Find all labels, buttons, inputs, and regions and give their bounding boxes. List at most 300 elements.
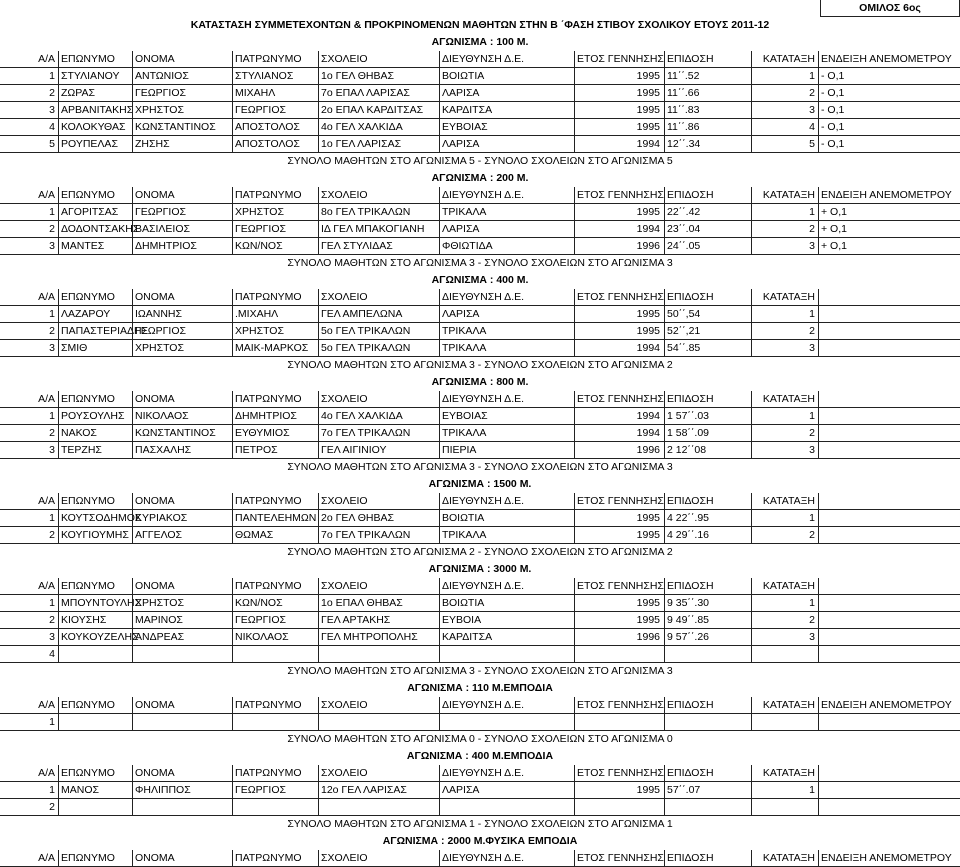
cell-rank: 1 (49, 206, 55, 218)
table-row (0, 340, 960, 357)
cell-placing: 1 (751, 595, 818, 612)
cell-wind (818, 510, 960, 527)
table-row (0, 408, 960, 425)
column-header-birth-year: ΕΤΟΣ ΓΕΝΝΗΣΗΣ (574, 51, 664, 68)
table-header-row (0, 578, 960, 595)
cell-directorate (439, 646, 574, 663)
cell-directorate: ΕΥΒΟΙΑΣ (439, 119, 574, 136)
cell-wind (818, 323, 960, 340)
cell-fathername: ΧΡΗΣΤΟΣ (232, 204, 318, 221)
event-summary-row (0, 544, 960, 561)
cell-placing: 3 (751, 629, 818, 646)
column-header-rank: Α/Α (38, 53, 55, 65)
cell-school (318, 799, 439, 816)
cell-birth-year: 1996 (574, 629, 664, 646)
cell-surname (58, 799, 132, 816)
column-header-placing: ΚΑΤΑΤΑΞΗ (751, 493, 818, 510)
column-header-firstname: ΟΝΟΜΑ (132, 289, 232, 306)
cell-rank: 1 (49, 784, 55, 796)
cell-birth-year: 1995 (574, 306, 664, 323)
cell-fathername: ΧΡΗΣΤΟΣ (232, 323, 318, 340)
table-row (0, 425, 960, 442)
cell-fathername: ΑΠΟΣΤΟΛΟΣ (232, 136, 318, 153)
cell-rank: 3 (49, 631, 55, 643)
column-header-surname: ΕΠΩΝΥΜΟ (58, 51, 132, 68)
event-title-row (0, 476, 960, 493)
cell-placing: 3 (751, 442, 818, 459)
cell-surname: ΑΓΟΡΙΤΣΑΣ (58, 204, 132, 221)
cell-performance: 1 57΄΄.03 (664, 408, 751, 425)
table-header-row (0, 289, 960, 306)
table-header-row (0, 51, 960, 68)
cell-performance: 11΄΄.83 (664, 102, 751, 119)
event-summary-row (0, 731, 960, 748)
cell-birth-year: 1995 (574, 323, 664, 340)
column-header-performance: ΕΠΙΔΟΣΗ (664, 51, 751, 68)
cell-placing (751, 714, 818, 731)
cell-directorate: ΒΟΙΩΤΙΑ (439, 510, 574, 527)
event-summary-row (0, 153, 960, 170)
cell-surname: ΜΑΝΤΕΣ (58, 238, 132, 255)
cell-fathername: .ΜΙΧΑΗΛ (232, 306, 318, 323)
cell-firstname: ΜΑΡΙΝΟΣ (132, 612, 232, 629)
cell-school: ΓΕΛ ΣΤΥΛΙΔΑΣ (318, 238, 439, 255)
column-header-surname: ΕΠΩΝΥΜΟ (58, 187, 132, 204)
column-header-performance: ΕΠΙΔΟΣΗ (664, 289, 751, 306)
event-title-row (0, 680, 960, 697)
cell-directorate: ΒΟΙΩΤΙΑ (439, 68, 574, 85)
column-header-school: ΣΧΟΛΕΙΟ (318, 391, 439, 408)
cell-rank: 3 (49, 240, 55, 252)
cell-firstname: ΚΥΡΙΑΚΟΣ (132, 510, 232, 527)
cell-directorate: ΚΑΡΔΙΤΣΑ (439, 102, 574, 119)
table-row (0, 204, 960, 221)
cell-fathername: ΘΩΜΑΣ (232, 527, 318, 544)
cell-directorate: ΤΡΙΚΑΛΑ (439, 340, 574, 357)
column-header-performance: ΕΠΙΔΟΣΗ (664, 187, 751, 204)
cell-school: 1ο ΓΕΛ ΘΗΒΑΣ (318, 68, 439, 85)
cell-surname (58, 646, 132, 663)
cell-fathername: ΓΕΩΡΓΙΟΣ (232, 612, 318, 629)
column-header-placing: ΚΑΤΑΤΑΞΗ (751, 51, 818, 68)
cell-firstname: ΖΗΣΗΣ (132, 136, 232, 153)
column-header-wind (818, 765, 960, 782)
event-title: ΑΓΩΝΙΣΜΑ : 2000 Μ.ΦΥΣΙΚΑ ΕΜΠΟΔΙΑ (382, 835, 578, 847)
cell-fathername: ΕΥΘΥΜΙΟΣ (232, 425, 318, 442)
column-header-placing: ΚΑΤΑΤΑΞΗ (751, 578, 818, 595)
cell-wind (818, 646, 960, 663)
cell-placing: 2 (751, 612, 818, 629)
column-header-directorate: ΔΙΕΥΘΥΝΣΗ Δ.Ε. (439, 51, 574, 68)
cell-birth-year: 1994 (574, 408, 664, 425)
column-header-rank: Α/Α (38, 580, 55, 592)
cell-fathername: ΠΕΤΡΟΣ (232, 442, 318, 459)
event-summary-row (0, 357, 960, 374)
cell-fathername: ΑΠΟΣΤΟΛΟΣ (232, 119, 318, 136)
event-title-row (0, 833, 960, 850)
cell-placing: 2 (751, 221, 818, 238)
cell-placing: 1 (751, 68, 818, 85)
column-header-birth-year: ΕΤΟΣ ΓΕΝΝΗΣΗΣ (574, 765, 664, 782)
cell-placing: 3 (751, 340, 818, 357)
column-header-directorate: ΔΙΕΥΘΥΝΣΗ Δ.Ε. (439, 493, 574, 510)
cell-rank: 2 (49, 529, 55, 541)
cell-birth-year: 1995 (574, 510, 664, 527)
cell-rank: 3 (49, 342, 55, 354)
cell-rank: 1 (49, 597, 55, 609)
column-header-directorate: ΔΙΕΥΘΥΝΣΗ Δ.Ε. (439, 187, 574, 204)
cell-surname: ΔΟΔΟΝΤΣΑΚΗΣ (58, 221, 132, 238)
cell-performance (664, 646, 751, 663)
cell-firstname: ΧΡΗΣΤΟΣ (132, 595, 232, 612)
event-title-row (0, 170, 960, 187)
cell-firstname: ΧΡΗΣΤΟΣ (132, 102, 232, 119)
cell-rank: 1 (49, 410, 55, 422)
column-header-fathername: ΠΑΤΡΩΝΥΜΟ (232, 493, 318, 510)
table-row (0, 85, 960, 102)
column-header-fathername: ΠΑΤΡΩΝΥΜΟ (232, 850, 318, 867)
column-header-school: ΣΧΟΛΕΙΟ (318, 765, 439, 782)
cell-rank: 4 (49, 121, 55, 133)
event-title-row (0, 561, 960, 578)
column-header-fathername: ΠΑΤΡΩΝΥΜΟ (232, 289, 318, 306)
column-header-birth-year: ΕΤΟΣ ΓΕΝΝΗΣΗΣ (574, 289, 664, 306)
cell-fathername: ΠΑΝΤΕΛΕΗΜΩΝ (232, 510, 318, 527)
column-header-placing: ΚΑΤΑΤΑΞΗ (751, 391, 818, 408)
cell-wind (818, 612, 960, 629)
cell-wind (818, 527, 960, 544)
column-header-wind (818, 493, 960, 510)
cell-rank: 2 (49, 87, 55, 99)
column-header-school: ΣΧΟΛΕΙΟ (318, 51, 439, 68)
table-header-row (0, 850, 960, 867)
cell-school: 8ο ΓΕΛ ΤΡΙΚΑΛΩΝ (318, 204, 439, 221)
table-row (0, 629, 960, 646)
cell-birth-year: 1994 (574, 221, 664, 238)
cell-directorate (439, 714, 574, 731)
cell-directorate: ΕΥΒΟΙΑ (439, 612, 574, 629)
cell-birth-year: 1995 (574, 102, 664, 119)
cell-performance: 50΄΄,54 (664, 306, 751, 323)
cell-performance (664, 799, 751, 816)
cell-performance: 52΄΄,21 (664, 323, 751, 340)
cell-wind (818, 408, 960, 425)
column-header-performance: ΕΠΙΔΟΣΗ (664, 493, 751, 510)
cell-fathername: ΣΤΥΛΙΑΝΟΣ (232, 68, 318, 85)
cell-school: 7ο ΕΠΑΛ ΛΑΡΙΣΑΣ (318, 85, 439, 102)
cell-wind: - Ο,1 (818, 85, 960, 102)
table-header-row (0, 493, 960, 510)
cell-rank: 2 (49, 427, 55, 439)
column-header-surname: ΕΠΩΝΥΜΟ (58, 578, 132, 595)
column-header-directorate: ΔΙΕΥΘΥΝΣΗ Δ.Ε. (439, 391, 574, 408)
column-header-wind: ΕΝΔΕΙΞΗ ΑΝΕΜΟΜΕΤΡΟΥ (818, 51, 960, 68)
column-header-directorate: ΔΙΕΥΘΥΝΣΗ Δ.Ε. (439, 850, 574, 867)
cell-directorate: ΒΟΙΩΤΙΑ (439, 595, 574, 612)
column-header-performance: ΕΠΙΔΟΣΗ (664, 850, 751, 867)
column-header-school: ΣΧΟΛΕΙΟ (318, 578, 439, 595)
column-header-rank: Α/Α (38, 393, 55, 405)
event-summary: ΣΥΝΟΛΟ ΜΑΘΗΤΩΝ ΣΤΟ ΑΓΩΝΙΣΜΑ 3 - ΣΥΝΟΛΟ ΣΧΟΛΕΙΩΝ ΣΤΟ ΑΓΩΝΙΣΜΑ 2 (287, 359, 673, 371)
cell-school: 5ο ΓΕΛ ΤΡΙΚΑΛΩΝ (318, 340, 439, 357)
cell-school: 7ο ΓΕΛ ΤΡΙΚΑΛΩΝ (318, 527, 439, 544)
table-header-row (0, 697, 960, 714)
cell-placing: 4 (751, 119, 818, 136)
column-header-wind: ΕΝΔΕΙΞΗ ΑΝΕΜΟΜΕΤΡΟΥ (818, 187, 960, 204)
column-header-rank: Α/Α (38, 291, 55, 303)
column-header-performance: ΕΠΙΔΟΣΗ (664, 697, 751, 714)
event-summary: ΣΥΝΟΛΟ ΜΑΘΗΤΩΝ ΣΤΟ ΑΓΩΝΙΣΜΑ 3 - ΣΥΝΟΛΟ ΣΧΟΛΕΙΩΝ ΣΤΟ ΑΓΩΝΙΣΜΑ 3 (287, 665, 673, 677)
main-title-row (0, 0, 960, 34)
column-header-placing: ΚΑΤΑΤΑΞΗ (751, 765, 818, 782)
event-title-row (0, 272, 960, 289)
cell-birth-year: 1994 (574, 425, 664, 442)
event-title: ΑΓΩΝΙΣΜΑ : 200 Μ. (431, 172, 529, 184)
column-header-school: ΣΧΟΛΕΙΟ (318, 289, 439, 306)
column-header-fathername: ΠΑΤΡΩΝΥΜΟ (232, 578, 318, 595)
table-row (0, 136, 960, 153)
cell-wind: - Ο,1 (818, 136, 960, 153)
cell-performance: 4 22΄΄.95 (664, 510, 751, 527)
cell-rank: 2 (49, 325, 55, 337)
cell-performance (664, 714, 751, 731)
cell-placing (751, 646, 818, 663)
column-header-wind (818, 391, 960, 408)
cell-wind (818, 595, 960, 612)
cell-rank: 2 (49, 801, 55, 813)
cell-rank: 2 (49, 614, 55, 626)
cell-surname: ΚΟΥΚΟΥΖΕΛΗΣ (58, 629, 132, 646)
cell-firstname: ΚΩΝΣΤΑΝΤΙΝΟΣ (132, 119, 232, 136)
cell-school: 4ο ΓΕΛ ΧΑΛΚΙΔΑ (318, 119, 439, 136)
cell-surname: ΣΜΙΘ (58, 340, 132, 357)
cell-fathername: ΝΙΚΟΛΑΟΣ (232, 629, 318, 646)
cell-rank: 5 (49, 138, 55, 150)
cell-surname: ΣΤΥΛΙΑΝΟΥ (58, 68, 132, 85)
column-header-surname: ΕΠΩΝΥΜΟ (58, 850, 132, 867)
cell-birth-year: 1994 (574, 136, 664, 153)
column-header-wind: ΕΝΔΕΙΞΗ ΑΝΕΜΟΜΕΤΡΟΥ (818, 850, 960, 867)
column-header-firstname: ΟΝΟΜΑ (132, 697, 232, 714)
cell-directorate: ΛΑΡΙΣΑ (439, 306, 574, 323)
table-row (0, 782, 960, 799)
cell-fathername: ΚΩΝ/ΝΟΣ (232, 595, 318, 612)
cell-performance: 23΄΄.04 (664, 221, 751, 238)
event-summary-row (0, 663, 960, 680)
column-header-firstname: ΟΝΟΜΑ (132, 493, 232, 510)
column-header-birth-year: ΕΤΟΣ ΓΕΝΝΗΣΗΣ (574, 187, 664, 204)
cell-surname: ΡΟΥΣΟΥΛΗΣ (58, 408, 132, 425)
table-row (0, 119, 960, 136)
cell-placing: 2 (751, 425, 818, 442)
table-row (0, 68, 960, 85)
cell-surname: ΜΠΟΥΝΤΟΥΛΗΣ (58, 595, 132, 612)
cell-firstname (132, 646, 232, 663)
cell-directorate: ΤΡΙΚΑΛΑ (439, 527, 574, 544)
cell-firstname: ΧΡΗΣΤΟΣ (132, 340, 232, 357)
column-header-placing: ΚΑΤΑΤΑΞΗ (751, 697, 818, 714)
cell-school: ΙΔ ΓΕΛ ΜΠΑΚΟΓΙΑΝΗ (318, 221, 439, 238)
column-header-fathername: ΠΑΤΡΩΝΥΜΟ (232, 765, 318, 782)
cell-performance: 11΄΄.66 (664, 85, 751, 102)
cell-school: ΓΕΛ ΜΗΤΡΟΠΟΛΗΣ (318, 629, 439, 646)
event-title-row (0, 748, 960, 765)
cell-birth-year: 1994 (574, 340, 664, 357)
column-header-surname: ΕΠΩΝΥΜΟ (58, 493, 132, 510)
column-header-fathername: ΠΑΤΡΩΝΥΜΟ (232, 187, 318, 204)
cell-directorate: ΤΡΙΚΑΛΑ (439, 323, 574, 340)
cell-birth-year: 1995 (574, 782, 664, 799)
cell-rank: 3 (49, 104, 55, 116)
event-summary-row (0, 255, 960, 272)
cell-firstname: ΚΩΝΣΤΑΝΤΙΝΟΣ (132, 425, 232, 442)
column-header-placing: ΚΑΤΑΤΑΞΗ (751, 289, 818, 306)
column-header-birth-year: ΕΤΟΣ ΓΕΝΝΗΣΗΣ (574, 578, 664, 595)
cell-wind: + Ο,1 (818, 221, 960, 238)
table-row (0, 221, 960, 238)
cell-firstname (132, 799, 232, 816)
cell-directorate: ΤΡΙΚΑΛΑ (439, 425, 574, 442)
column-header-directorate: ΔΙΕΥΘΥΝΣΗ Δ.Ε. (439, 765, 574, 782)
cell-wind: + Ο,1 (818, 204, 960, 221)
cell-wind (818, 782, 960, 799)
cell-firstname: ΒΑΣΙΛΕΙΟΣ (132, 221, 232, 238)
cell-school: 1ο ΓΕΛ ΛΑΡΙΣΑΣ (318, 136, 439, 153)
cell-placing: 2 (751, 323, 818, 340)
cell-surname: ΤΕΡΖΗΣ (58, 442, 132, 459)
cell-placing: 1 (751, 306, 818, 323)
cell-firstname: ΙΩΑΝΝΗΣ (132, 306, 232, 323)
cell-firstname: ΓΕΩΡΓΙΟΣ (132, 323, 232, 340)
column-header-directorate: ΔΙΕΥΘΥΝΣΗ Δ.Ε. (439, 697, 574, 714)
cell-performance: 11΄΄.86 (664, 119, 751, 136)
column-header-school: ΣΧΟΛΕΙΟ (318, 187, 439, 204)
cell-school: 5ο ΓΕΛ ΤΡΙΚΑΛΩΝ (318, 323, 439, 340)
cell-firstname: ΠΑΣΧΑΛΗΣ (132, 442, 232, 459)
cell-surname: ΚΟΥΓΙΟΥΜΗΣ (58, 527, 132, 544)
cell-birth-year: 1996 (574, 238, 664, 255)
cell-placing: 2 (751, 85, 818, 102)
cell-school: 2ο ΓΕΛ ΘΗΒΑΣ (318, 510, 439, 527)
cell-directorate: ΠΙΕΡΙΑ (439, 442, 574, 459)
table-row (0, 714, 960, 731)
cell-surname: ΖΩΡΑΣ (58, 85, 132, 102)
cell-placing: 2 (751, 527, 818, 544)
cell-directorate: ΚΑΡΔΙΤΣΑ (439, 629, 574, 646)
column-header-birth-year: ΕΤΟΣ ΓΕΝΝΗΣΗΣ (574, 850, 664, 867)
event-title-row (0, 34, 960, 51)
table-row (0, 595, 960, 612)
cell-surname: ΚΟΥΤΣΟΔΗΜΟΣ (58, 510, 132, 527)
cell-firstname: ΑΝΔΡΕΑΣ (132, 629, 232, 646)
table-row (0, 442, 960, 459)
table-row (0, 646, 960, 663)
table-row (0, 102, 960, 119)
cell-directorate: ΕΥΒΟΙΑΣ (439, 408, 574, 425)
cell-directorate: ΤΡΙΚΑΛΑ (439, 204, 574, 221)
cell-wind (818, 425, 960, 442)
column-header-firstname: ΟΝΟΜΑ (132, 391, 232, 408)
cell-rank: 1 (49, 70, 55, 82)
column-header-firstname: ΟΝΟΜΑ (132, 765, 232, 782)
cell-firstname: ΓΕΩΡΓΙΟΣ (132, 204, 232, 221)
cell-placing: 1 (751, 204, 818, 221)
cell-placing: 1 (751, 408, 818, 425)
cell-performance: 9 57΄΄.26 (664, 629, 751, 646)
event-summary: ΣΥΝΟΛΟ ΜΑΘΗΤΩΝ ΣΤΟ ΑΓΩΝΙΣΜΑ 3 - ΣΥΝΟΛΟ ΣΧΟΛΕΙΩΝ ΣΤΟ ΑΓΩΝΙΣΜΑ 3 (287, 257, 673, 269)
column-header-surname: ΕΠΩΝΥΜΟ (58, 697, 132, 714)
cell-surname: ΝΑΚΟΣ (58, 425, 132, 442)
event-title: ΑΓΩΝΙΣΜΑ : 110 Μ.ΕΜΠΟΔΙΑ (407, 682, 553, 694)
cell-directorate: ΛΑΡΙΣΑ (439, 221, 574, 238)
cell-performance: 57΄΄.07 (664, 782, 751, 799)
column-header-birth-year: ΕΤΟΣ ΓΕΝΝΗΣΗΣ (574, 493, 664, 510)
cell-firstname: ΑΓΓΕΛΟΣ (132, 527, 232, 544)
column-header-wind: ΕΝΔΕΙΞΗ ΑΝΕΜΟΜΕΤΡΟΥ (818, 697, 960, 714)
cell-birth-year (574, 646, 664, 663)
column-header-wind (818, 578, 960, 595)
group-label: ΟΜΙΛΟΣ 6ος (820, 0, 960, 17)
cell-performance: 24΄΄.05 (664, 238, 751, 255)
column-header-directorate: ΔΙΕΥΘΥΝΣΗ Δ.Ε. (439, 289, 574, 306)
cell-directorate: ΛΑΡΙΣΑ (439, 782, 574, 799)
event-summary: ΣΥΝΟΛΟ ΜΑΘΗΤΩΝ ΣΤΟ ΑΓΩΝΙΣΜΑ 2 - ΣΥΝΟΛΟ ΣΧΟΛΕΙΩΝ ΣΤΟ ΑΓΩΝΙΣΜΑ 2 (287, 546, 673, 558)
column-header-rank: Α/Α (38, 767, 55, 779)
cell-school: 1ο ΕΠΑΛ ΘΗΒΑΣ (318, 595, 439, 612)
cell-wind (818, 306, 960, 323)
cell-firstname: ΑΝΤΩΝΙΟΣ (132, 68, 232, 85)
cell-birth-year: 1995 (574, 204, 664, 221)
column-header-placing: ΚΑΤΑΤΑΞΗ (751, 187, 818, 204)
column-header-birth-year: ΕΤΟΣ ΓΕΝΝΗΣΗΣ (574, 697, 664, 714)
table-header-row (0, 765, 960, 782)
column-header-performance: ΕΠΙΔΟΣΗ (664, 765, 751, 782)
event-title: ΑΓΩΝΙΣΜΑ : 3000 Μ. (428, 563, 532, 575)
column-header-firstname: ΟΝΟΜΑ (132, 51, 232, 68)
cell-wind (818, 799, 960, 816)
event-summary: ΣΥΝΟΛΟ ΜΑΘΗΤΩΝ ΣΤΟ ΑΓΩΝΙΣΜΑ 3 - ΣΥΝΟΛΟ ΣΧΟΛΕΙΩΝ ΣΤΟ ΑΓΩΝΙΣΜΑ 3 (287, 461, 673, 473)
column-header-placing: ΚΑΤΑΤΑΞΗ (751, 850, 818, 867)
cell-placing: 1 (751, 782, 818, 799)
cell-surname: ΠΑΠΑΣΤΕΡΙΑΔΗΣ (58, 323, 132, 340)
event-title: ΑΓΩΝΙΣΜΑ : 800 Μ. (431, 376, 529, 388)
cell-birth-year: 1995 (574, 68, 664, 85)
cell-fathername (232, 714, 318, 731)
cell-wind: - Ο,1 (818, 68, 960, 85)
column-header-school: ΣΧΟΛΕΙΟ (318, 493, 439, 510)
cell-school: ΓΕΛ ΑΙΓΙΝΙΟΥ (318, 442, 439, 459)
cell-birth-year: 1995 (574, 85, 664, 102)
cell-wind (818, 629, 960, 646)
cell-school: 12ο ΓΕΛ ΛΑΡΙΣΑΣ (318, 782, 439, 799)
cell-surname: ΡΟΥΠΕΛΑΣ (58, 136, 132, 153)
cell-school: ΓΕΛ ΑΡΤΑΚΗΣ (318, 612, 439, 629)
column-header-wind (818, 289, 960, 306)
event-title: ΑΓΩΝΙΣΜΑ : 400 Μ. (431, 274, 529, 286)
column-header-performance: ΕΠΙΔΟΣΗ (664, 391, 751, 408)
cell-performance: 12΄΄.34 (664, 136, 751, 153)
cell-performance: 2 12΄΄08 (664, 442, 751, 459)
column-header-school: ΣΧΟΛΕΙΟ (318, 697, 439, 714)
event-title: ΑΓΩΝΙΣΜΑ : 1500 Μ. (428, 478, 532, 490)
cell-wind: - Ο,1 (818, 102, 960, 119)
cell-performance: 54΄΄.85 (664, 340, 751, 357)
cell-performance: 4 29΄΄.16 (664, 527, 751, 544)
cell-firstname: ΔΗΜΗΤΡΙΟΣ (132, 238, 232, 255)
table-row (0, 323, 960, 340)
cell-directorate (439, 799, 574, 816)
cell-firstname (132, 714, 232, 731)
